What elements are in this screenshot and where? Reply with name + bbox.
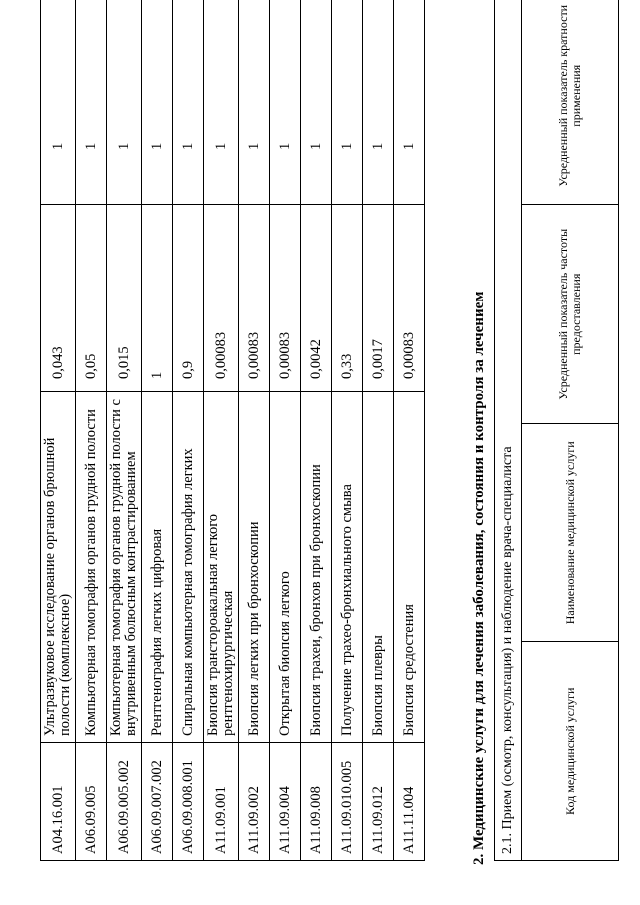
service-name: Биопсия трахеи, бронхов при бронхоскопии [301,392,332,743]
frequency-value: 0,0042 [301,205,332,392]
table-row [270,0,301,861]
frequency-value: 0,043 [41,205,76,392]
service-code: A11.09.004 [270,743,301,861]
header-code: Код медицинской услуги [522,642,619,861]
table-row [142,0,173,861]
frequency-value: 0,00083 [270,205,301,392]
service-name: Компьютерная томография органов грудной полости [76,392,107,743]
table-row [332,0,363,861]
service-code: A11.09.002 [239,743,270,861]
service-name: Биопсия легких при бронхоскопии [239,392,270,743]
multiplicity-value: 1 [173,0,204,205]
frequency-value: 0,00083 [204,205,239,392]
service-code: A11.09.001 [204,743,239,861]
table-row [394,0,425,861]
service-code: A04.16.001 [41,743,76,861]
service-code: A06.09.005.002 [107,743,142,861]
frequency-value: 0,05 [76,205,107,392]
service-code: A11.09.010.005 [332,743,363,861]
service-name: Компьютерная томография органов грудной полости с внутривенным болюсным контрастированием [107,392,142,743]
service-code: A11.09.008 [301,743,332,861]
multiplicity-value: 1 [332,0,363,205]
header-frequency: Усредненный показатель частоты предоставления [522,205,619,424]
frequency-value: 0,00083 [239,205,270,392]
header-name: Наименование медицинской услуги [522,424,619,643]
table-row [107,0,142,861]
frequency-value: 0,015 [107,205,142,392]
service-name: Биопсия плевры [363,392,394,743]
frequency-value: 0,0017 [363,205,394,392]
service-code: A06.09.005 [76,743,107,861]
multiplicity-value: 1 [394,0,425,205]
section-heading: 2. Медицинские услуги для лечения заболевания, состояния и контроля за лечением [471,291,487,865]
service-name: Ультразвуковое исследование органов брюшной полости (комплексное) [41,392,76,743]
table-row [41,0,76,861]
service-code: A06.09.008.001 [173,743,204,861]
table-row [204,0,239,861]
multiplicity-value: 1 [204,0,239,205]
service-name: Получение трахео-бронхиального смыва [332,392,363,743]
table-row [173,0,204,861]
service-name: Биопсия средостения [394,392,425,743]
service-name: Спиральная компьютерная томография легких [173,392,204,743]
multiplicity-value: 1 [107,0,142,205]
frequency-value: 0,33 [332,205,363,392]
frequency-value: 0,00083 [394,205,425,392]
multiplicity-value: 1 [301,0,332,205]
frequency-value: 1 [142,205,173,392]
table-header-row [522,0,619,861]
service-name: Открытая биопсия легкого [270,392,301,743]
multiplicity-value: 1 [239,0,270,205]
table-row [363,0,394,861]
service-code: A11.11.004 [394,743,425,861]
multiplicity-value: 1 [363,0,394,205]
multiplicity-value: 1 [270,0,301,205]
table-row [301,0,332,861]
frequency-value: 0,9 [173,205,204,392]
service-code: A06.09.007.002 [142,743,173,861]
service-name: Биопсия транстороакальная легкого рентгенохирургическая [204,392,239,743]
table-row [76,0,107,861]
multiplicity-value: 1 [41,0,76,205]
services-table-continued [40,0,425,861]
multiplicity-value: 1 [142,0,173,205]
header-multiplicity: Усредненный показатель кратности применения [522,0,619,205]
multiplicity-value: 1 [76,0,107,205]
consultation-table [494,0,619,861]
table-row [239,0,270,861]
service-name: Рентгенография легких цифровая [142,392,173,743]
subsection-heading: 2.1. Прием (осмотр, консультация) и наблюдение врача-специалиста [495,0,522,861]
service-code: A11.09.012 [363,743,394,861]
